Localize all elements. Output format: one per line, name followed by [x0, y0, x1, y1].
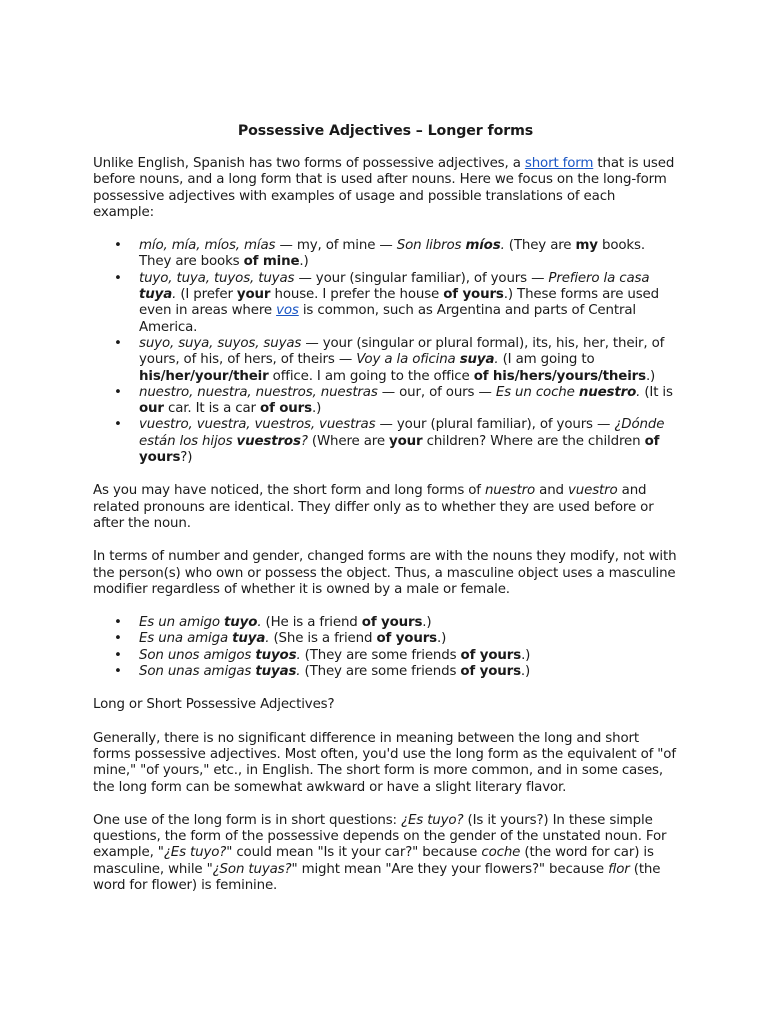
section-subheading: Long or Short Possessive Adjectives? — [93, 697, 335, 713]
list-item-nuestro: • nuestro, nuestra, nuestros, nuestras — our, of ours — Es un coche nuestro. (It is our car. It is a car of ours.) — [139, 385, 678, 418]
intro-paragraph: Unlike English, Spanish has two forms of possessive adjectives, a short form that is used before nouns, and a long form that is used after nouns. Here we focus on the long-form possessive adjectives with examples of usage and possible translations of each example: — [93, 156, 675, 220]
long-forms-list — [93, 238, 678, 466]
list-item-example: • Es un amigo tuyo. (He is a friend of yours.) — [139, 615, 678, 631]
page-title: Possessive Adjectives – Longer forms — [237, 123, 534, 139]
short-form-link[interactable]: short form — [524, 156, 594, 171]
list-item-example: • Es una amiga tuya. (She is a friend of yours.) — [139, 631, 678, 647]
long-vs-short-paragraph: Generally, there is no significant difference in meaning between the long and short forms possessive adjectives. Most often, you'd use the long form as the equivalent of "of mine," "of yours," etc., in English. The short form is more common, and in some cases, the long form can be somewhat awkward or have a slight literary flavor. — [93, 730, 676, 795]
list-item-suyo: • suyo, suya, suyos, suyas — your (singular or plural formal), its, his, her, their, of yours, of his, of hers, of theirs — Voy a la oficina suya. (I am going to his/her/your/their office. I am going to the office of his/hers/yours/theirs.) — [139, 336, 678, 385]
vos-link[interactable]: vos — [276, 303, 299, 319]
list-item-example: • Son unos amigos tuyos. (They are some friends of yours.) — [139, 648, 678, 664]
list-item-mio: • mío, mía, míos, mías — my, of mine — Son libros míos. (They are my books. They are books of mine.) — [139, 238, 678, 271]
list-item-tuyo: • tuyo, tuya, tuyos, tuyas — your (singular familiar), of yours — Prefiero la casa tuya. (I prefer your house. I prefer the house of yours.) These forms are used even in areas where vos is common, such as Argentina and parts of Central America. — [139, 271, 678, 336]
list-item-vuestro: • vuestro, vuestra, vuestros, vuestras — your (plural familiar), of yours — ¿Dónde están los hijos vuestros? (Where are your children? Where are the children of yours?) — [139, 417, 678, 466]
identical-forms-paragraph: As you may have noticed, the short form and long forms of nuestro and vuestro and related pronouns are identical. They differ only as to whether they are used before or after the noun. — [93, 483, 654, 531]
friend-examples-list — [93, 615, 678, 680]
short-questions-paragraph: One use of the long form is in short questions: ¿Es tuyo? (Is it yours?) In these simple questions, the form of the possessive depends on the gender of the unstated noun. For example, "¿Es tuyo?" could mean "Is it your car?" because coche (the word for car) is masculine, while "¿Son tuyas?" might mean "Are they your flowers?" because flor (the word for flower) is feminine. — [93, 812, 667, 893]
number-gender-paragraph: In terms of number and gender, changed forms are with the nouns they modify, not with the person(s) who own or possess the object. Thus, a masculine object uses a masculine modifier regardless of whether it is owned by a male or female. — [93, 549, 677, 597]
list-item-example: • Son unas amigas tuyas. (They are some friends of yours.) — [139, 664, 678, 680]
document-body — [93, 123, 678, 911]
